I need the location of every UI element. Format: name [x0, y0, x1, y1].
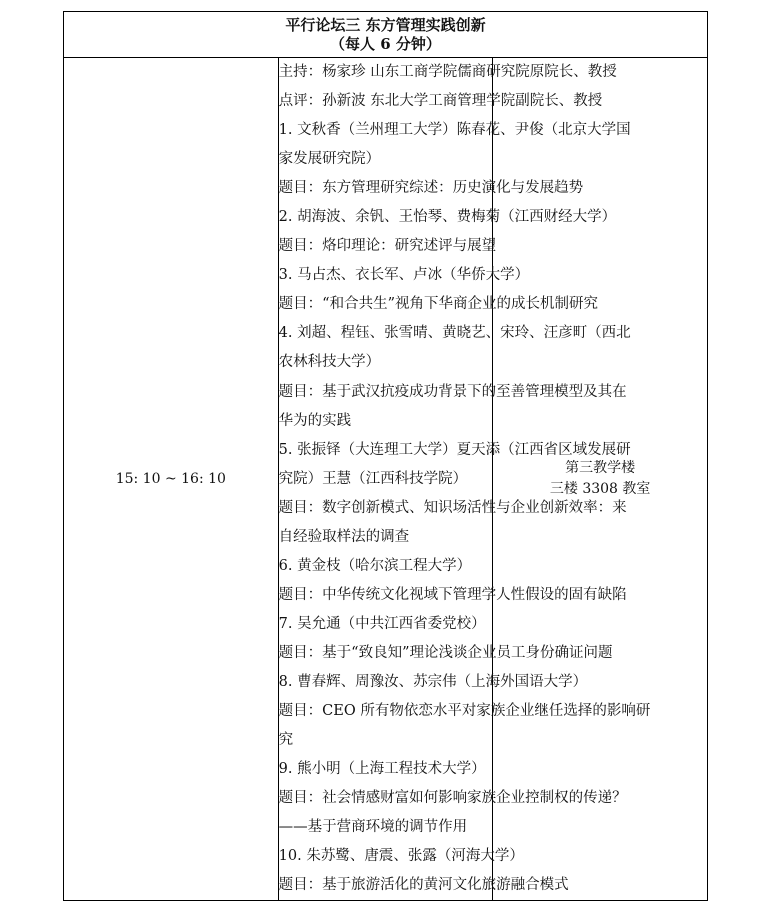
- session-line: 题目：社会情感财富如何影响家族企业控制权的传递？: [278, 790, 627, 807]
- session-line: 题目：数字创新模式、知识场活性与企业创新效率：来: [278, 499, 627, 516]
- forum-title-cell: [64, 12, 708, 58]
- session-line: 6. 黄金枝（哈尔滨工程大学）: [278, 557, 472, 574]
- session-time-cell: [64, 58, 279, 901]
- session-line: 题目：中华传统文化视域下管理学人性假设的固有缺陷: [278, 586, 627, 603]
- session-line: 自经验取样法的调查: [278, 528, 410, 545]
- session-line: 家发展研究院）: [278, 151, 381, 168]
- session-time: 15: 10 ~ 16: 10: [115, 471, 226, 488]
- session-line: 点评：孙新波 东北大学工商管理学院副院长、教授: [278, 93, 603, 110]
- session-line: 7. 吴允通（中共江西省委党校）: [278, 615, 486, 632]
- session-line: 题目：烙印理论：研究述评与展望: [278, 238, 497, 255]
- session-line: 题目：基于“致良知”理论浅谈企业员工身份确证问题: [278, 644, 613, 661]
- session-line: 10. 朱苏鹭、唐震、张露（河海大学）: [278, 848, 524, 865]
- location-building: 第三教学楼: [565, 460, 636, 477]
- forum-title: 平行论坛三 东方管理实践创新: [285, 15, 486, 34]
- session-line: 华为的实践: [278, 412, 352, 429]
- location-room: 三楼 3308 教室: [549, 481, 651, 498]
- forum-subtitle: （每人 6 分钟）: [330, 34, 441, 53]
- session-line: 1. 文秋香（兰州理工大学）陈春花、尹俊（北京大学国: [278, 122, 631, 139]
- session-line: 农林科技大学）: [278, 354, 381, 371]
- session-line: 题目：基于武汉抗疫成功背景下的至善管理模型及其在: [278, 383, 627, 400]
- session-line: 5. 张振铎（大连理工大学）夏天添（江西省区域发展研: [278, 441, 631, 458]
- session-line: 8. 曹春辉、周豫汝、苏宗伟（上海外国语大学）: [278, 673, 588, 690]
- session-row: [64, 58, 708, 901]
- session-line: 题目：基于旅游活化的黄河文化旅游融合模式: [278, 877, 569, 894]
- session-line: 题目：CEO 所有物依恋水平对家族企业继任选择的影响研: [278, 703, 651, 720]
- session-line: 题目：“和合共生”视角下华商企业的成长机制研究: [278, 296, 598, 313]
- session-line: ——基于营商环境的调节作用: [278, 819, 468, 836]
- session-line: 究: [278, 732, 294, 749]
- session-line: 4. 刘超、程钰、张雪晴、黄晓艺、宋玲、汪彦町（西北: [278, 325, 631, 342]
- table-header-row: [64, 12, 708, 58]
- forum-schedule-table: [63, 11, 708, 901]
- session-line: 9. 熊小明（上海工程技术大学）: [278, 761, 486, 778]
- session-line: 3. 马占杰、衣长军、卢冰（华侨大学）: [278, 267, 530, 284]
- session-line: 题目：东方管理研究综述：历史演化与发展趋势: [278, 180, 584, 197]
- session-line: 究院）王慧（江西科技学院）: [278, 470, 468, 487]
- session-line: 2. 胡海波、余钒、王怡琴、费梅菊（江西财经大学）: [278, 209, 617, 226]
- session-line: 主持：杨家珍 山东工商学院儒商研究院原院长、教授: [278, 64, 617, 80]
